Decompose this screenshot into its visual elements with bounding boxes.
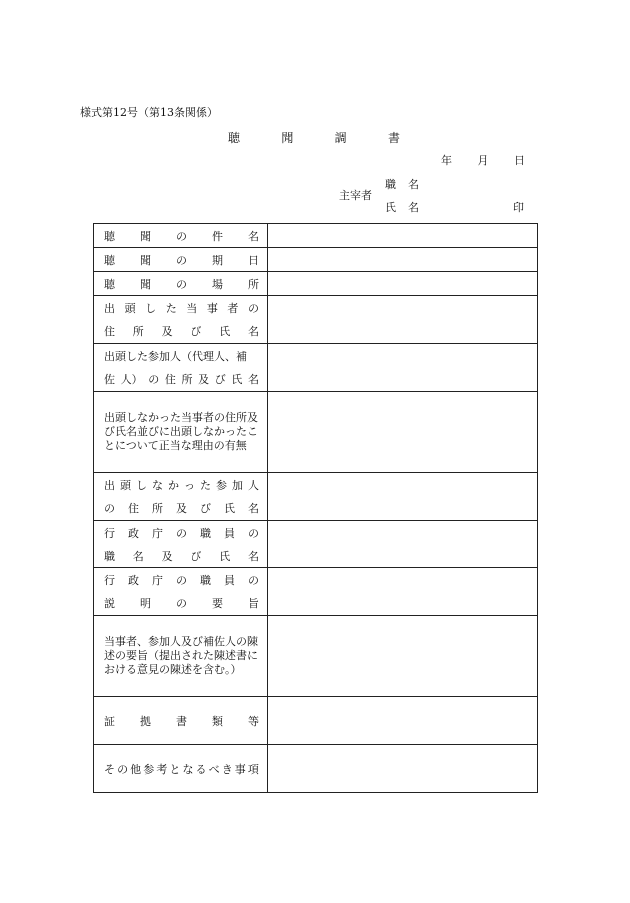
label-char: 名 (247, 325, 259, 339)
label-char: 書 (176, 714, 187, 728)
label-char: な (182, 762, 194, 776)
label-char: び (190, 549, 202, 563)
label-char: び (214, 373, 226, 387)
label-char: 等 (248, 714, 259, 728)
table-row (94, 224, 538, 248)
label-char: た (165, 301, 177, 315)
label-char: 氏 (219, 325, 231, 339)
label-char: 出頭した参加人（代理人、補 (104, 349, 247, 363)
row-label-text: 当事者、参加人及び補佐人の陳述の要旨（提出された陳述書における意見の陳述を含む。） (104, 635, 258, 676)
label-char: 人） (120, 373, 143, 387)
label-char: 名 (248, 373, 259, 387)
label-char: び (190, 325, 202, 339)
row-label-attended-party (94, 296, 268, 344)
label-char: の (176, 573, 187, 587)
label-char: 期 (212, 253, 223, 267)
label-char: 他 (130, 762, 142, 776)
row-label-text: 出頭しなかった当事者の住所及び氏名並びに出頭しなかったことについて正当な理由の有無 (104, 411, 258, 452)
label-char: 者 (227, 301, 239, 315)
label-char: 庁 (152, 573, 163, 587)
label-char: 参 (143, 762, 155, 776)
label-char: 所 (152, 502, 163, 516)
label-char: 所 (248, 277, 259, 291)
date-year: 年 (441, 154, 452, 167)
row-label-subject (94, 224, 268, 248)
row-label-attended-participant (94, 344, 268, 392)
table-row (94, 272, 538, 296)
label-char: 氏 (385, 201, 396, 214)
label-char: 名 (132, 549, 144, 563)
label-char: の (176, 229, 187, 243)
label-char: 住 (104, 325, 115, 339)
label-char: べ (208, 762, 220, 776)
row-value-statement-summary[interactable] (268, 616, 538, 697)
title-char: 調 (334, 131, 347, 145)
label-char: き (221, 762, 233, 776)
label-char: し (145, 301, 157, 315)
row-label-agency-staff-explanation (94, 568, 268, 616)
row-label-absent-party (94, 392, 268, 473)
label-char: 事 (234, 762, 246, 776)
label-char: し (136, 478, 147, 492)
row-label-line (104, 252, 259, 268)
label-char: 及 (161, 325, 173, 339)
row-value-absent-participant[interactable] (268, 473, 538, 521)
table-row (94, 745, 538, 793)
label-char: 所 (181, 373, 193, 387)
row-label-line (104, 371, 259, 387)
label-char: 人 (248, 478, 259, 492)
row-label-statement-summary (94, 616, 268, 697)
row-label-line (104, 761, 259, 777)
row-label-line (104, 477, 259, 493)
presider-name-label (385, 199, 419, 215)
label-char: 行 (104, 526, 115, 540)
label-char: 所 (132, 325, 144, 339)
table-row (94, 521, 538, 568)
label-char: の (248, 526, 259, 540)
label-char: 拠 (140, 714, 151, 728)
label-char: 聴 (104, 277, 115, 291)
label-char: か (168, 478, 179, 492)
label-char: 員 (224, 526, 235, 540)
label-char: 員 (224, 573, 235, 587)
table-row (94, 344, 538, 392)
label-char: 日 (248, 253, 259, 267)
label-char: 要 (212, 597, 223, 611)
row-value-attended-participant[interactable] (268, 344, 538, 392)
label-char: 当 (186, 301, 198, 315)
row-label-date (94, 248, 268, 272)
row-label-absent-participant (94, 473, 268, 521)
presider-label: 主宰者 (339, 189, 372, 202)
label-char: の (104, 502, 115, 516)
label-char: の (148, 373, 160, 387)
row-label-line (104, 572, 259, 588)
presider-position-label (385, 176, 419, 192)
row-label-line (104, 595, 259, 611)
label-char: 氏 (224, 502, 235, 516)
label-char: の (176, 277, 187, 291)
label-char: 出 (104, 301, 115, 315)
date-line (441, 152, 525, 168)
label-char: 聞 (140, 253, 151, 267)
label-char: 旨 (248, 597, 259, 611)
label-char: な (152, 478, 163, 492)
row-value-evidence[interactable] (268, 697, 538, 745)
label-char: 頭 (124, 301, 136, 315)
label-char: の (176, 526, 187, 540)
table-row (94, 248, 538, 272)
title-char: 聴 (228, 131, 241, 145)
label-char: 加 (232, 478, 243, 492)
label-char: 聞 (140, 229, 151, 243)
label-char: 出 (104, 478, 115, 492)
row-label-other-reference (94, 745, 268, 793)
label-char: 職 (385, 178, 396, 191)
label-char: 職 (104, 549, 115, 563)
label-char: た (200, 478, 211, 492)
row-label-line (104, 500, 259, 516)
label-char: の (247, 301, 259, 315)
row-label-agency-staff-name (94, 521, 268, 568)
label-char: 聴 (104, 253, 115, 267)
row-value-place[interactable] (268, 272, 538, 296)
label-char: 参 (216, 478, 227, 492)
table-row (94, 296, 538, 344)
title-char: 書 (387, 131, 400, 145)
row-label-line (104, 228, 259, 244)
label-char: 庁 (152, 526, 163, 540)
label-char: 明 (140, 597, 151, 611)
label-char: 考 (156, 762, 168, 776)
label-char: 件 (212, 229, 223, 243)
table-row (94, 697, 538, 745)
label-char: 場 (212, 277, 223, 291)
label-char: の (176, 253, 187, 267)
label-char: 聴 (104, 229, 115, 243)
label-char: 政 (128, 526, 139, 540)
row-label-line (104, 548, 259, 564)
row-value-subject[interactable] (268, 224, 538, 248)
row-value-date[interactable] (268, 248, 538, 272)
row-label-line (104, 525, 259, 541)
label-char: 聞 (140, 277, 151, 291)
label-char: の (117, 762, 129, 776)
row-label-line (104, 276, 259, 292)
table-row (94, 616, 538, 697)
row-label-place (94, 272, 268, 296)
row-value-attended-party[interactable] (268, 296, 538, 344)
label-char: 住 (164, 373, 176, 387)
label-char: 住 (128, 502, 139, 516)
row-value-other-reference[interactable] (268, 745, 538, 793)
label-char: 名 (408, 201, 419, 214)
row-label-line (104, 348, 259, 364)
label-char: と (169, 762, 181, 776)
table-row (94, 392, 538, 473)
label-char: の (248, 573, 259, 587)
label-char: る (195, 762, 207, 776)
row-value-agency-staff-name[interactable] (268, 521, 538, 568)
label-char: 職 (200, 526, 211, 540)
seal-mark: 印 (513, 201, 524, 214)
date-month: 月 (477, 154, 489, 167)
label-char: 名 (248, 229, 259, 243)
table-row (94, 473, 538, 521)
label-char: 項 (247, 762, 259, 776)
hearing-record-table (93, 223, 538, 793)
label-char: 事 (206, 301, 218, 315)
label-char: 名 (247, 549, 259, 563)
row-value-agency-staff-explanation[interactable] (268, 568, 538, 616)
label-char: 説 (104, 597, 115, 611)
label-char: っ (184, 478, 195, 492)
row-label-line (104, 300, 259, 316)
label-char: 行 (104, 573, 115, 587)
label-char: 佐 (104, 373, 115, 387)
date-day: 日 (514, 154, 525, 167)
label-char: 証 (104, 714, 115, 728)
form-number: 様式第12号（第13条関係） (80, 106, 218, 119)
table-row (94, 568, 538, 616)
row-label-line (104, 713, 259, 729)
row-value-absent-party[interactable] (268, 392, 538, 473)
label-char: び (200, 502, 211, 516)
document-title (228, 129, 400, 146)
label-char: 類 (212, 714, 223, 728)
title-char: 聞 (281, 131, 294, 145)
label-char: 職 (200, 573, 211, 587)
label-char: 名 (248, 502, 259, 516)
label-char: 及 (176, 502, 187, 516)
label-char: 頭 (120, 478, 131, 492)
label-char: 名 (408, 178, 419, 191)
label-char: そ (104, 762, 115, 776)
row-label-line (104, 323, 259, 339)
label-char: の (176, 597, 187, 611)
label-char: 及 (161, 549, 173, 563)
row-label-evidence (94, 697, 268, 745)
label-char: 政 (128, 573, 139, 587)
label-char: 氏 (219, 549, 231, 563)
label-char: 及 (198, 373, 210, 387)
label-char: 氏 (231, 373, 243, 387)
